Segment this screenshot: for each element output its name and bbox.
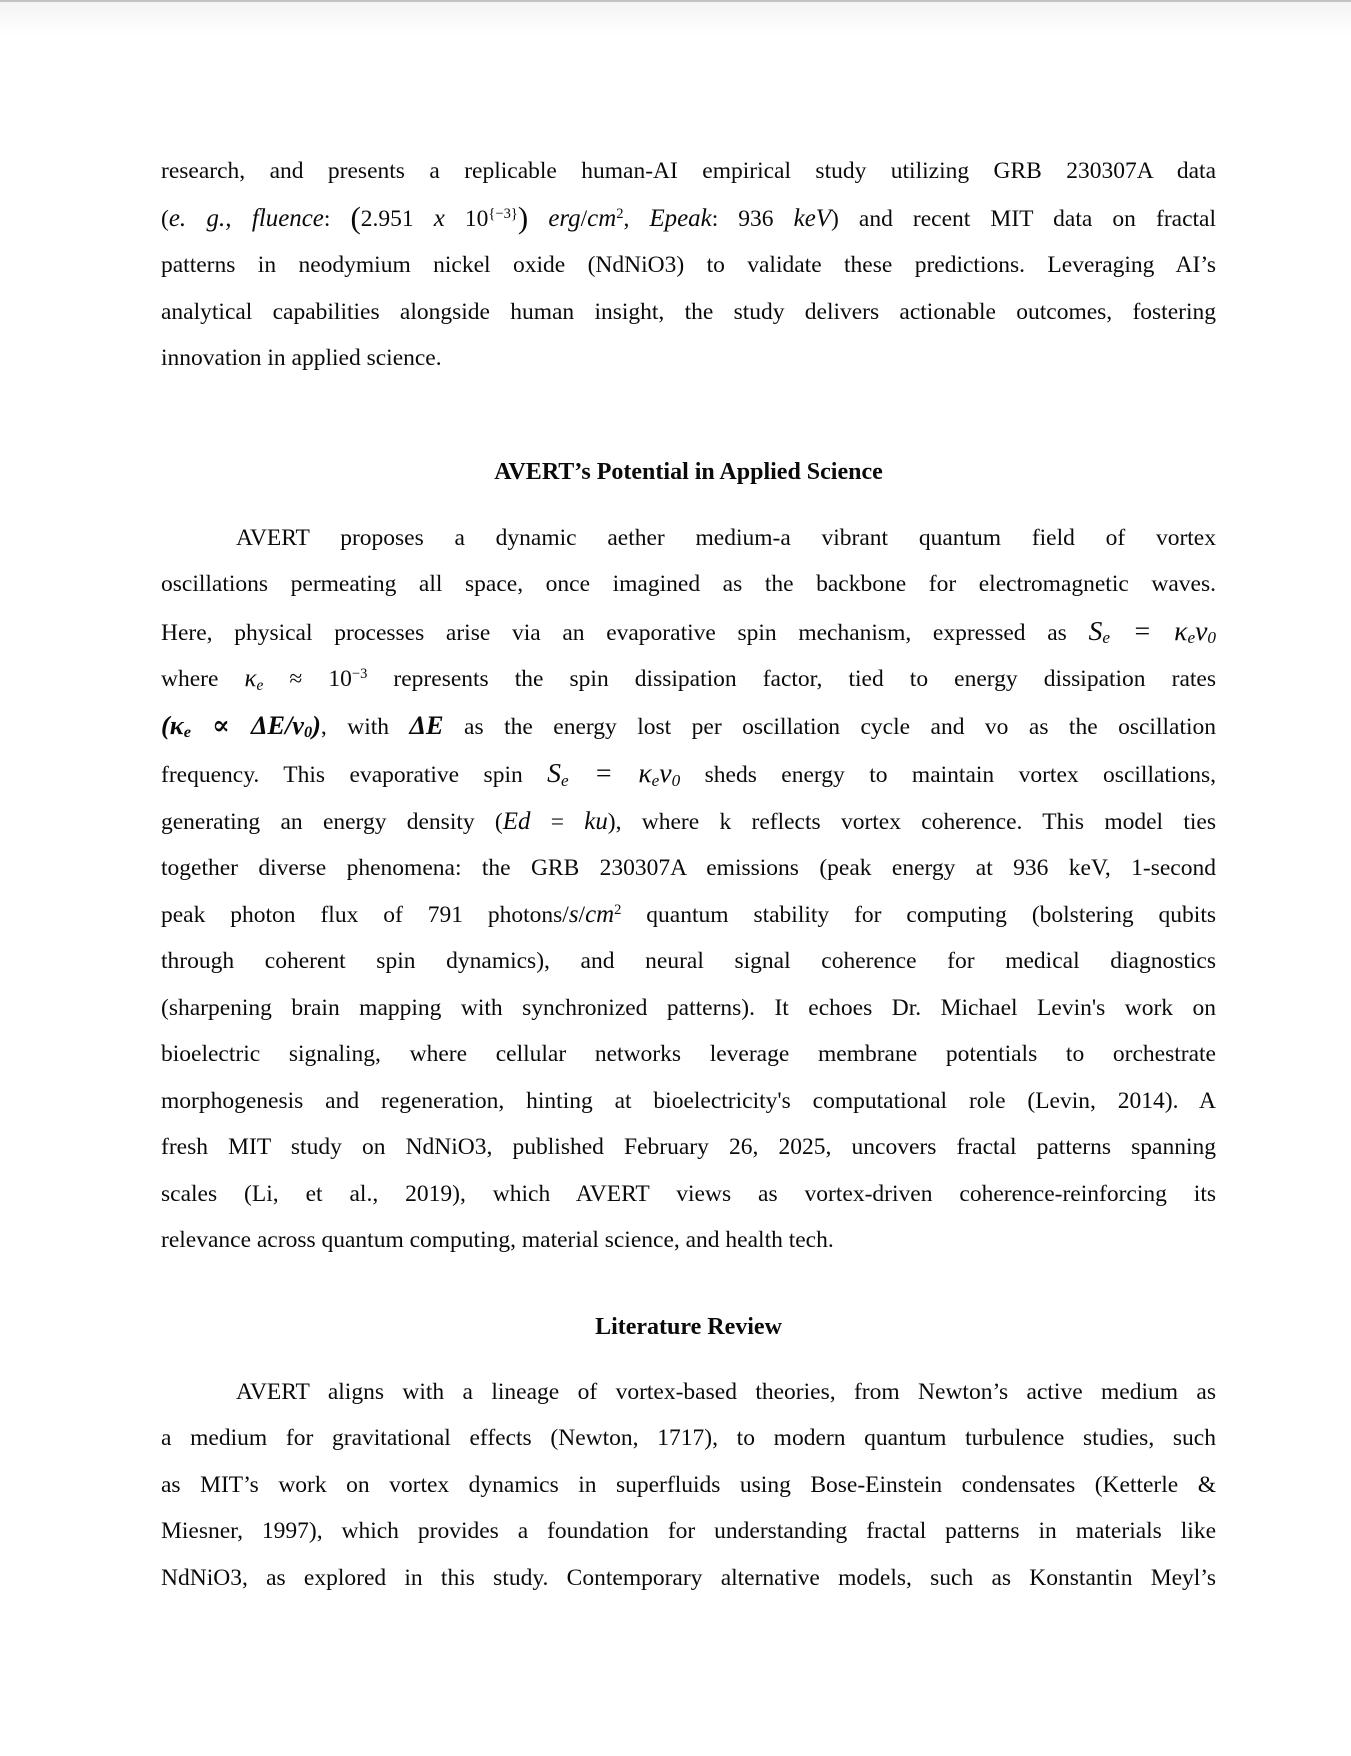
text-line: as MIT’s work on vortex dynamics in superfluids using Bose-Einstein condensates (Ketterle & (161, 1471, 1216, 1498)
text-line: through coherent spin dynamics), and neural signal coherence for medical diagnostics (161, 948, 1216, 975)
text-line: fresh MIT study on NdNiO3, published February 26, 2025, uncovers fractal patterns spanning (161, 1134, 1216, 1161)
text-line: generating an energy density (Ed = ku), where k reflects vortex coherence. This model ties (161, 807, 1216, 835)
text-line: innovation in applied science. (161, 345, 442, 372)
text-line: (e. g., fluence: (2.951 x $10^{\{-3\}}$) erg/$cm^2$, Epeak: 936 keV) and recent MIT data on fractal (161, 199, 1216, 235)
text-line: frequency. This evaporative spin $S_e = \kappa_ev_0$ sheds energy to maintain vortex oscillations, (161, 757, 1216, 790)
text-line: research, and presents a replicable human-AI empirical study utilizing GRB 230307A data (161, 158, 1216, 184)
heading-avert-potential: AVERT’s Potential in Applied Science (494, 458, 883, 485)
text-line: Miesner, 1997), which provides a foundation for understanding fractal patterns in materials like (161, 1518, 1216, 1545)
text-line: patterns in neodymium nickel oxide (NdNiO3) to validate these predictions. Leveraging AI’s (161, 252, 1216, 279)
text-line: morphogenesis and regeneration, hinting at bioelectricity's computational role (Levin, 2014). A (161, 1087, 1216, 1114)
text-line: $(\kappa_e \propto \Delta E/v_0)$, with ΔE as the energy lost per oscillation cycle and vo as the oscillation (161, 710, 1217, 742)
text-line: (sharpening brain mapping with synchronized patterns). It echoes Dr. Michael Levin's work on (161, 994, 1216, 1021)
text-line: NdNiO3, as explored in this study. Contemporary alternative models, such as Konstantin Meyl’s (161, 1564, 1216, 1591)
text-line: oscillations permeating all space, once imagined as the backbone for electromagnetic waves. (161, 571, 1216, 598)
text-line: where $\kappa_e \approx 10^{-3}$ represents the spin dissipation factor, tied to energy dissipation rates (161, 665, 1216, 694)
text-line: AVERT proposes a dynamic aether medium-a vibrant quantum field of vortex (236, 524, 1216, 551)
text-line: AVERT aligns with a lineage of vortex-based theories, from Newton’s active medium as (236, 1378, 1216, 1405)
document-content (161, 148, 1216, 1601)
literature-review-paragraph (161, 1369, 1216, 1602)
text-line: together diverse phenomena: the GRB 230307A emissions (peak energy at 936 keV, 1-second (161, 855, 1216, 882)
page-top-shadow (0, 2, 1351, 36)
avert-potential-paragraph (161, 515, 1216, 1264)
text-line: analytical capabilities alongside human insight, the study delivers actionable outcomes, fostering (161, 298, 1216, 325)
text-line: Here, physical processes arise via an evaporative spin mechanism, expressed as $S_e = \kappa_ev_0$ (161, 614, 1216, 648)
text-line: a medium for gravitational effects (Newton, 1717), to modern quantum turbulence studies, such (161, 1425, 1216, 1452)
heading-literature-review: Literature Review (595, 1313, 782, 1340)
text-line: bioelectric signaling, where cellular networks leverage membrane potentials to orchestrate (161, 1041, 1216, 1068)
text-line: peak photon flux of 791 photons/$s/cm^2$ quantum stability for computing (bolstering qubits (161, 900, 1216, 928)
text-line: scales (Li, et al., 2019), which AVERT views as vortex-driven coherence-reinforcing its (161, 1180, 1216, 1207)
text-line: relevance across quantum computing, material science, and health tech. (161, 1227, 834, 1254)
intro-continuation-paragraph (161, 148, 1216, 382)
